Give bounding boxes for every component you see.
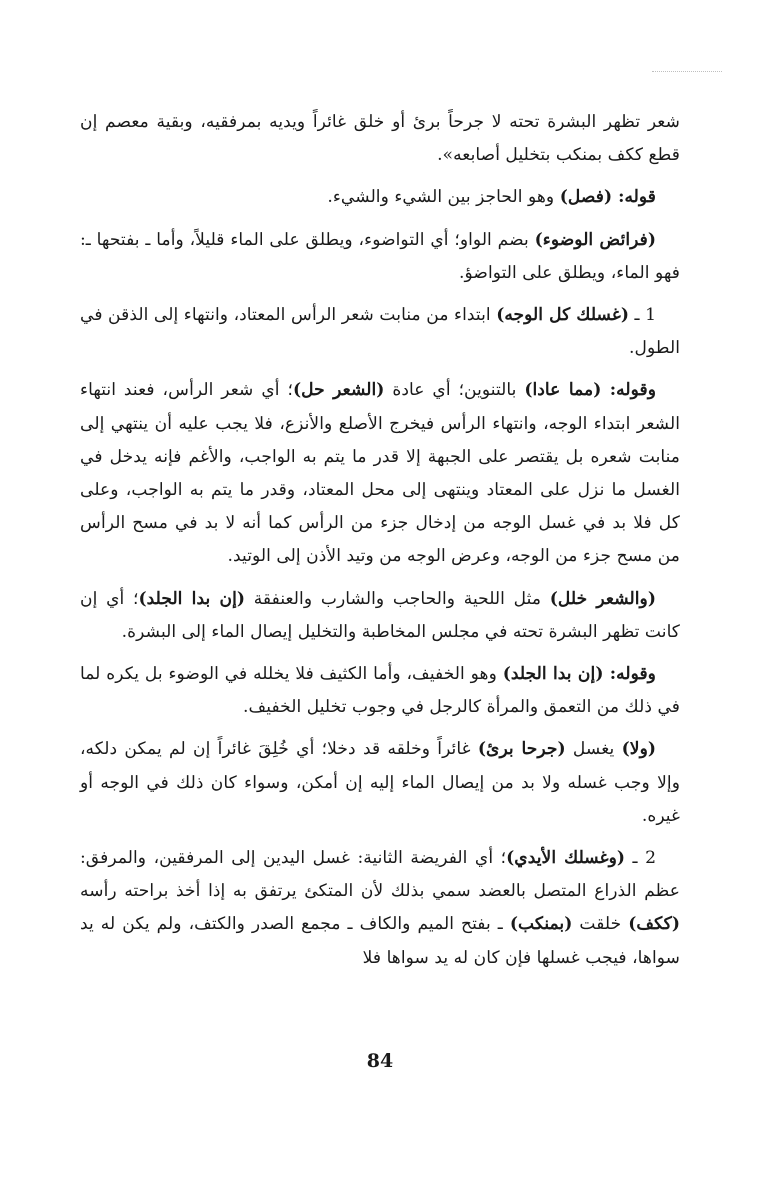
bold-phrase: وقوله: xyxy=(601,380,656,401)
text-run: ؛ أي إن كانت تظهر البشرة تحته في مجلس المخاطبة والتخليل إيصال الماء إلى البشرة. xyxy=(80,588,680,642)
bold-phrase: (والشعر خلل) xyxy=(549,588,656,609)
text-run: ـ بفتح الميم والكاف ـ مجمع الصدر والكتف، ولم يكن له يد سواها، فيجب غسلها فإن كان له يد سواها فلا xyxy=(80,914,680,968)
paragraph-3 xyxy=(80,224,680,290)
bold-phrase: (ولا) xyxy=(621,739,657,760)
text-run: شعر تظهر البشرة تحته لا جرحاً برئ أو خلق غائراً ويديه بمرفقيه، وبقية معصم إن قطع ككف بمنكب بتخليل أصابعه». xyxy=(80,112,680,166)
text-run: 1 ـ xyxy=(628,305,656,326)
paragraph-7 xyxy=(80,658,680,724)
bold-phrase: (ككف) xyxy=(628,914,680,935)
paragraph-2 xyxy=(80,181,680,214)
paragraph-5 xyxy=(80,374,680,573)
body-text xyxy=(80,106,680,984)
bold-phrase: (وغسلك الأيدي) xyxy=(506,848,626,869)
bold-phrase: (جرحا برئ) xyxy=(477,739,566,760)
text-run: يغسل xyxy=(565,739,622,760)
paragraph-1 xyxy=(80,106,680,172)
bold-phrase: (إن بدا الجلد) xyxy=(502,664,604,685)
bold-phrase: (إن بدا الجلد) xyxy=(138,588,246,609)
text-run: بالتنوين؛ أي عادة xyxy=(384,380,525,401)
bold-phrase: (فرائض الوضوء) xyxy=(534,229,656,250)
text-run: ابتداء من منابت شعر الرأس المعتاد، وانتهاء إلى الذقن في الطول. xyxy=(80,305,680,359)
bold-phrase: (غسلك كل الوجه) xyxy=(496,305,629,326)
bold-phrase: وقوله: xyxy=(603,664,656,685)
paragraph-9 xyxy=(80,842,680,975)
text-run: ؛ أي الفريضة الثانية: غسل اليدين إلى المرفقين، والمرفق: عظم الذراع المتصل بالعضد سمي بذلك لأن المتكئ يرتفق به إذا أخذ براحته رأسه xyxy=(80,848,680,902)
text-run: وهو الخفيف، وأما الكثيف فلا يخلله في الوضوء بل يكره لما في ذلك من التعمق والمرأة كالرجل في وجوب تخليل الخفيف. xyxy=(80,664,680,718)
paragraph-4 xyxy=(80,299,680,365)
page-number: 84 xyxy=(366,1050,394,1072)
text-run: مثل اللحية والحاجب والشارب والعنفقة xyxy=(245,588,550,609)
text-run: خلقت xyxy=(572,914,629,935)
paragraph-6 xyxy=(80,583,680,649)
text-run: ؛ أي شعر الرأس، فعند انتهاء الشعر ابتداء الوجه، وانتهاء الرأس فيخرج الأصلع والأنزع، فلا يجب عليه أن ينتهي إلى منابت شعره بل يقتصر على الجبهة إلا قدر ما يتم به الواجب، والأغم فإنه يدخل في الغسل ما نزل على المعتاد وينتهى إلى محل المعتاد، وقدر ما يتم به الواجب، وعلى كل فلا بد في غسل الوجه من إدخال جزء من الرأس كما أنه لا بد في مسح الرأس من مسح جزء من الوجه، وعرض الوجه من وتيد الأذن إلى الوتيد. xyxy=(80,380,680,567)
scan-artifact xyxy=(652,71,722,73)
paragraph-8 xyxy=(80,733,680,833)
text-run: 2 ـ xyxy=(625,848,657,869)
bold-phrase: (فصل) xyxy=(559,187,613,208)
bold-phrase: (بمنكب) xyxy=(509,914,573,935)
bold-phrase: (الشعر حل) xyxy=(292,380,385,401)
text-run: غائراً وخلقه قد دخلا؛ أي خُلِقَ غائراً إن لم يمكن دلكه، وإلا وجب غسله ولا بد من إيصال الماء إليه إن أمكن، وسواء كان ذلك في الوجه أو غيره. xyxy=(80,739,680,826)
text-run: بضم الواو؛ أي التواضوء، ويطلق على الماء قليلاً، وأما ـ بفتحها ـ: فهو الماء، ويطلق على التواضؤ. xyxy=(80,229,680,283)
text-run: وهو الحاجز بين الشيء والشيء. xyxy=(327,187,560,208)
bold-phrase: (مما عادا) xyxy=(524,380,602,401)
bold-phrase: قوله: xyxy=(612,187,656,208)
